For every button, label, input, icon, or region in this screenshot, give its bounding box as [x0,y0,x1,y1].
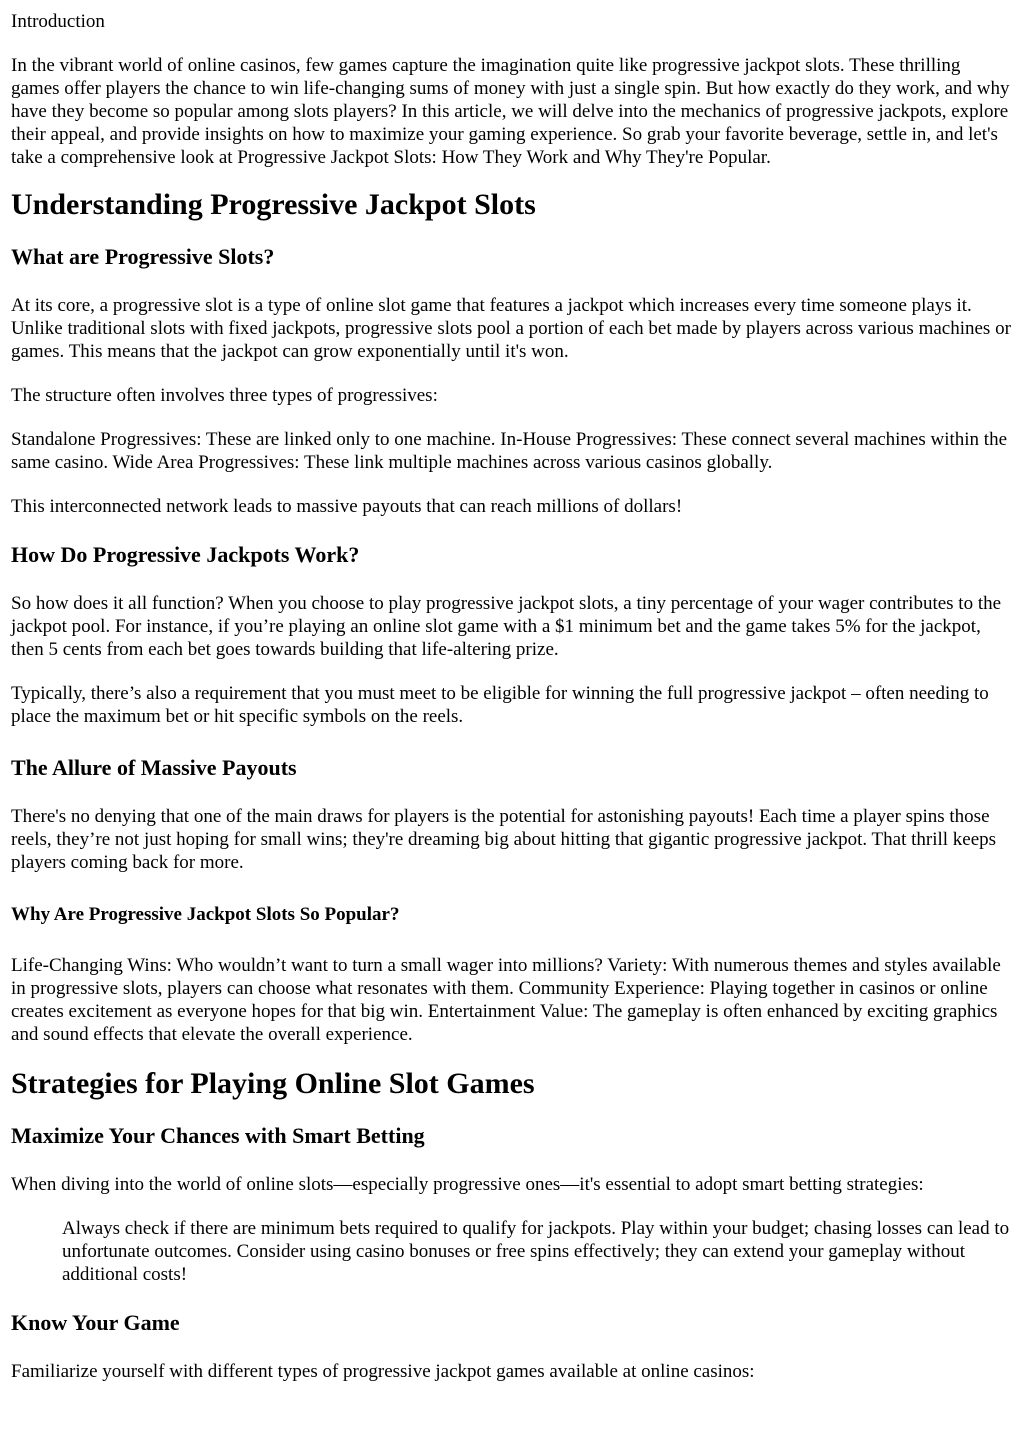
paragraph-what-2: The structure often involves three types of progressives: [11,385,438,406]
paragraph-what-1: At its core, a progressive slot is a type of online slot game that features a jackpot which increases every time someone plays it. Unlike traditional slots with fixed jackpots, progressive slots pool a portion of each bet made by players across various machines or games. This means that the jackpot can grow exponentially until it's won. [11,295,1011,362]
subheading-why-popular: Why Are Progressive Jackpot Slots So Popular? [11,904,400,925]
subheading-what-are-progressive-slots: What are Progressive Slots? [11,244,275,269]
paragraph-know-1: Familiarize yourself with different types of progressive jackpot games available at online casinos: [11,1361,755,1382]
intro-label: Introduction [11,11,105,32]
paragraph-what-4: This interconnected network leads to massive payouts that can reach millions of dollars! [11,496,683,517]
paragraph-why-1: Life-Changing Wins: Who wouldn’t want to turn a small wager into millions? Variety: With numerous themes and styles available in progressive slots, players can choose what resonates with them. Community Experience: Playing together in casinos or online creates excitement as everyone hopes for that big win. Entertainment Value: The gameplay is often enhanced by exciting graphics and sound effects that elevate the overall experience. [11,955,1001,1045]
section-heading-understanding: Understanding Progressive Jackpot Slots [11,188,536,221]
subheading-allure: The Allure of Massive Payouts [11,755,297,780]
strategy-tips-quote: Always check if there are minimum bets required to qualify for jackpots. Play within your budget; chasing losses can lead to unfortunate outcomes. Consider using casino bonuses or free spins effectively; they can extend your gameplay without additional costs! [62,1218,1010,1285]
paragraph-maximize-1: When diving into the world of online slots—especially progressive ones—it's essential to adopt smart betting strategies: [11,1174,924,1195]
article [0,10,1024,1383]
paragraph-how-1: So how does it all function? When you choose to play progressive jackpot slots, a tiny percentage of your wager contributes to the jackpot pool. For instance, if you’re playing an online slot game with a $1 minimum bet and the game takes 5% for the jackpot, then 5 cents from each bet goes towards building that life-altering prize. [11,593,1002,660]
subheading-maximize: Maximize Your Chances with Smart Betting [11,1123,425,1148]
intro-paragraph: In the vibrant world of online casinos, few games capture the imagination quite like progressive jackpot slots. These thrilling games offer players the chance to win life-changing sums of money with just a single spin. But how exactly do they work, and why have they become so popular among slots players? In this article, we will delve into the mechanics of progressive jackpots, explore their appeal, and provide insights on how to maximize your gaming experience. So grab your favorite beverage, settle in, and let's take a comprehensive look at Progressive Jackpot Slots: How They Work and Why They're Popular. [11,55,1010,168]
paragraph-how-2: Typically, there’s also a requirement that you must meet to be eligible for winning the full progressive jackpot – often needing to place the maximum bet or hit specific symbols on the reels. [11,683,989,727]
paragraph-allure-1: There's no denying that one of the main draws for players is the potential for astonishing payouts! Each time a player spins those reels, they’re not just hoping for small wins; they're dreaming big about hitting that gigantic progressive jackpot. That thrill keeps players coming back for more. [11,806,997,873]
paragraph-what-3: Standalone Progressives: These are linked only to one machine. In-House Progressives: These connect several machines within the same casino. Wide Area Progressives: These link multiple machines across various casinos globally. [11,429,1008,473]
subheading-know-your-game: Know Your Game [11,1310,180,1335]
subheading-how-do-jackpots-work: How Do Progressive Jackpots Work? [11,542,360,567]
section-heading-strategies: Strategies for Playing Online Slot Games [11,1067,535,1100]
